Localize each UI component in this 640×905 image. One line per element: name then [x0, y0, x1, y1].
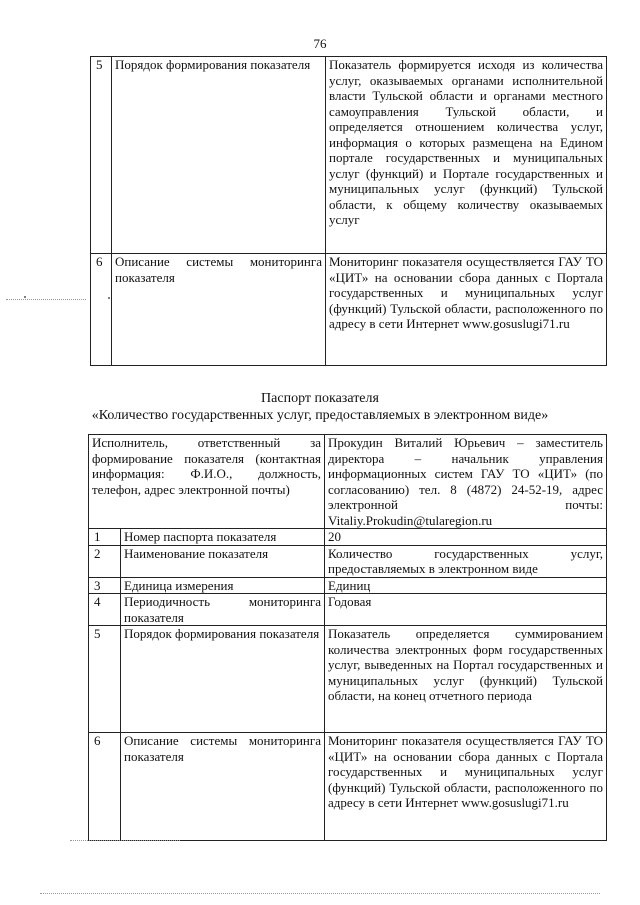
row-number: 6 [89, 733, 121, 841]
row-label: Описание системы мониторинга показателя [121, 733, 325, 841]
table-row [89, 626, 607, 733]
table-row [89, 733, 607, 841]
passport-title: Паспорт показателя [261, 391, 379, 406]
row-value: Показатель формируется исходя из количества услуг, оказываемых органами исполнительной власти Тульской области и органами местного самоуправления Тульской области, и определяется отношением количества услуг, информация о которых размещена на Едином портале государственных и муниципальных услуг (функций) и Портале государственных и муниципальных услуг (функций) Тульской области, к общему количеству оказываемых услуг [326, 57, 607, 254]
table-row [89, 545, 607, 577]
table-header-row [89, 435, 607, 529]
table-row [89, 529, 607, 546]
indicator-table-continued [90, 56, 607, 366]
row-number: 6 [91, 254, 112, 366]
row-number: 3 [89, 577, 121, 594]
passport-subtitle: «Количество государственных услуг, предоставляемых в электронном виде» [91, 408, 549, 423]
row-value: Количество государственных услуг, предоставляемых в электронном виде [325, 545, 607, 577]
scan-artifact [6, 299, 86, 300]
row-label: Единица измерения [121, 577, 325, 594]
row-label: Порядок формирования показателя [112, 57, 326, 254]
scan-artifact [108, 297, 110, 299]
row-value: Показатель определяется суммированием количества электронных форм государственных услуг, выведенных на Портал государственных и муниципальных услуг (функций) Тульской области, на конец отчетного периода [325, 626, 607, 733]
row-number: 4 [89, 594, 121, 626]
row-label: Периодичность мониторинга показателя [121, 594, 325, 626]
page-number: 76 [313, 36, 327, 51]
row-label: Номер паспорта показателя [121, 529, 325, 546]
scan-artifact [24, 296, 26, 298]
scan-artifact [70, 840, 180, 841]
row-value: Единиц [325, 577, 607, 594]
row-label: Порядок формирования показателя [121, 626, 325, 733]
row-label: Наименование показателя [121, 545, 325, 577]
row-value: Мониторинг показателя осуществляется ГАУ ТО «ЦИТ» на основании сбора данных с Портала государственных и муниципальных услуг (функций) Тульской области, расположенного по адресу в сети Интернет www.gosuslugi71.ru [325, 733, 607, 841]
executor-label: Исполнитель, ответственный за формирование показателя (контактная информация: Ф.И.О., должность, телефон, адрес электронной почты) [89, 435, 325, 529]
scan-artifact [40, 893, 600, 894]
row-value: Мониторинг показателя осуществляется ГАУ ТО «ЦИТ» на основании сбора данных с Портала государственных и муниципальных услуг (функций) Тульской области, расположенного по адресу в сети Интернет www.gosuslugi71.ru [326, 254, 607, 366]
table-row [91, 254, 607, 366]
table-row [89, 594, 607, 626]
row-number: 5 [91, 57, 112, 254]
row-number: 2 [89, 545, 121, 577]
row-number: 5 [89, 626, 121, 733]
row-label: Описание системы мониторинга показателя [112, 254, 326, 366]
row-value: Годовая [325, 594, 607, 626]
table-row [89, 577, 607, 594]
indicator-passport-table [88, 434, 607, 841]
executor-value: Прокудин Виталий Юрьевич – заместитель директора – начальник управления информационных систем ГАУ ТО «ЦИТ» (по согласованию) тел. 8 (4872) 24-52-19, адрес электронной почты: Vitaliy.Prokudin@tularegion.ru [325, 435, 607, 529]
row-value: 20 [325, 529, 607, 546]
table-row [91, 57, 607, 254]
row-number: 1 [89, 529, 121, 546]
